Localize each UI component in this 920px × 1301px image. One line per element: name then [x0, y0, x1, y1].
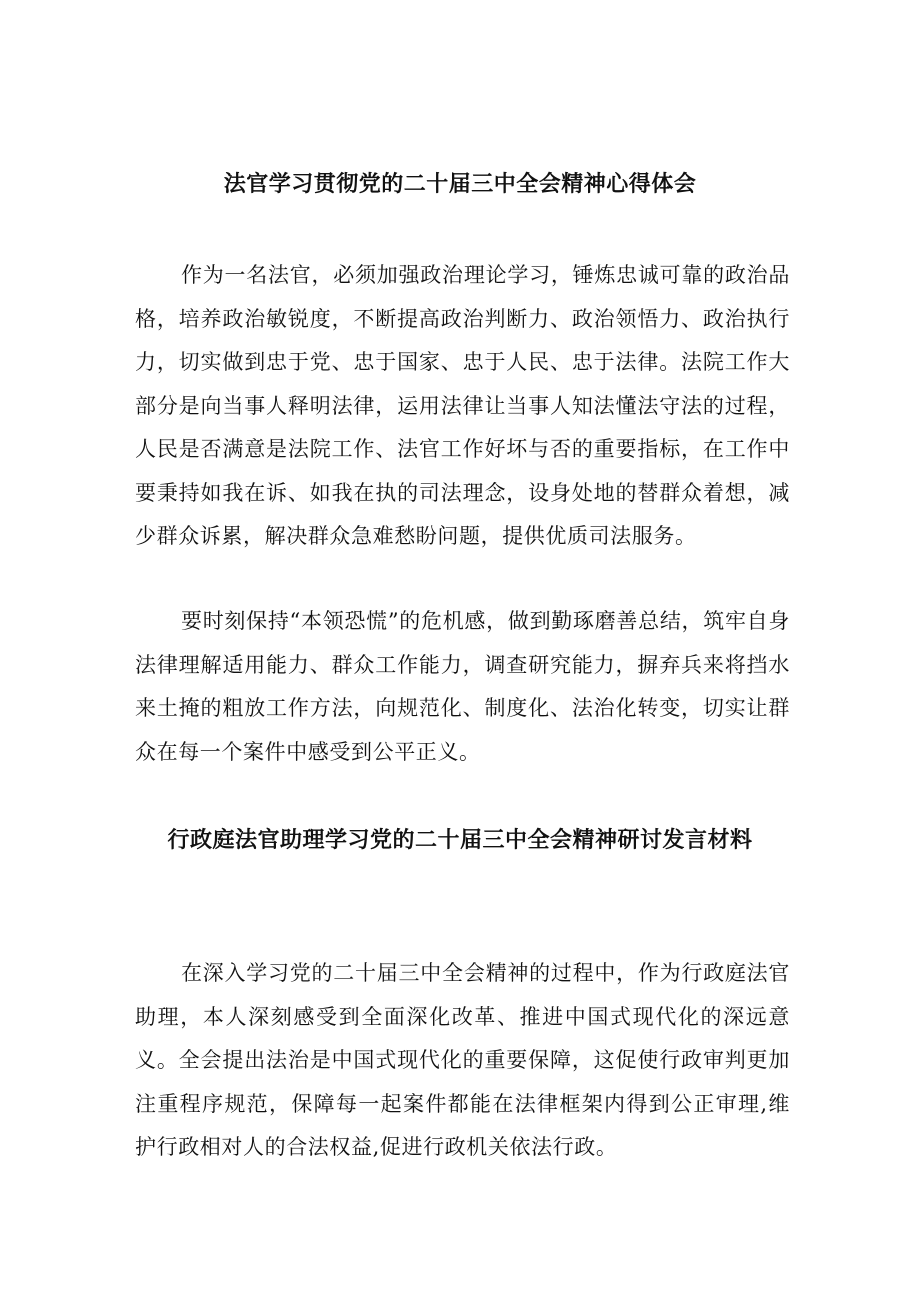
section-title: 行政庭法官助理学习党的二十届三中全会精神研讨发言材料: [167, 827, 753, 853]
paragraph: 要时刻保持“本领恐慌”的危机感，做到勤琢磨善总结，筑牢自身法律理解适用能力、群众工作能力，调查研究能力，摒弃兵来将挡水来土掩的粗放工作方法，向规范化、制度化、法治化转变，切实让群众在每一个案件中感受到公平正义。: [135, 609, 790, 764]
paragraph: 在深入学习党的二十届三中全会精神的过程中，作为行政庭法官助理，本人深刻感受到全面深化改革、推进中国式现代化的深远意义。全会提出法治是中国式现代化的重要保障，这促使行政审判更加注重程序规范，保障每一起案件都能在法律框架内得到公正审理,维护行政相对人的合法权益,促进行政机关依法行政。: [135, 961, 790, 1159]
section-title: 法官学习贯彻党的二十届三中全会精神心得体会: [223, 171, 697, 197]
paragraph: 作为一名法官，必须加强政治理论学习，锤炼忠诚可靠的政治品格，培养政治敏锐度，不断提高政治判断力、政治领悟力、政治执行力，切实做到忠于党、忠于国家、忠于人民、忠于法律。法院工作大部分是向当事人释明法律，运用法律让当事人知法懂法守法的过程，人民是否满意是法院工作、法官工作好坏与否的重要指标，在工作中要秉持如我在诉、如我在执的司法理念，设身处地的替群众着想，减少群众诉累，解决群众急难愁盼问题，提供优质司法服务。: [135, 263, 790, 548]
